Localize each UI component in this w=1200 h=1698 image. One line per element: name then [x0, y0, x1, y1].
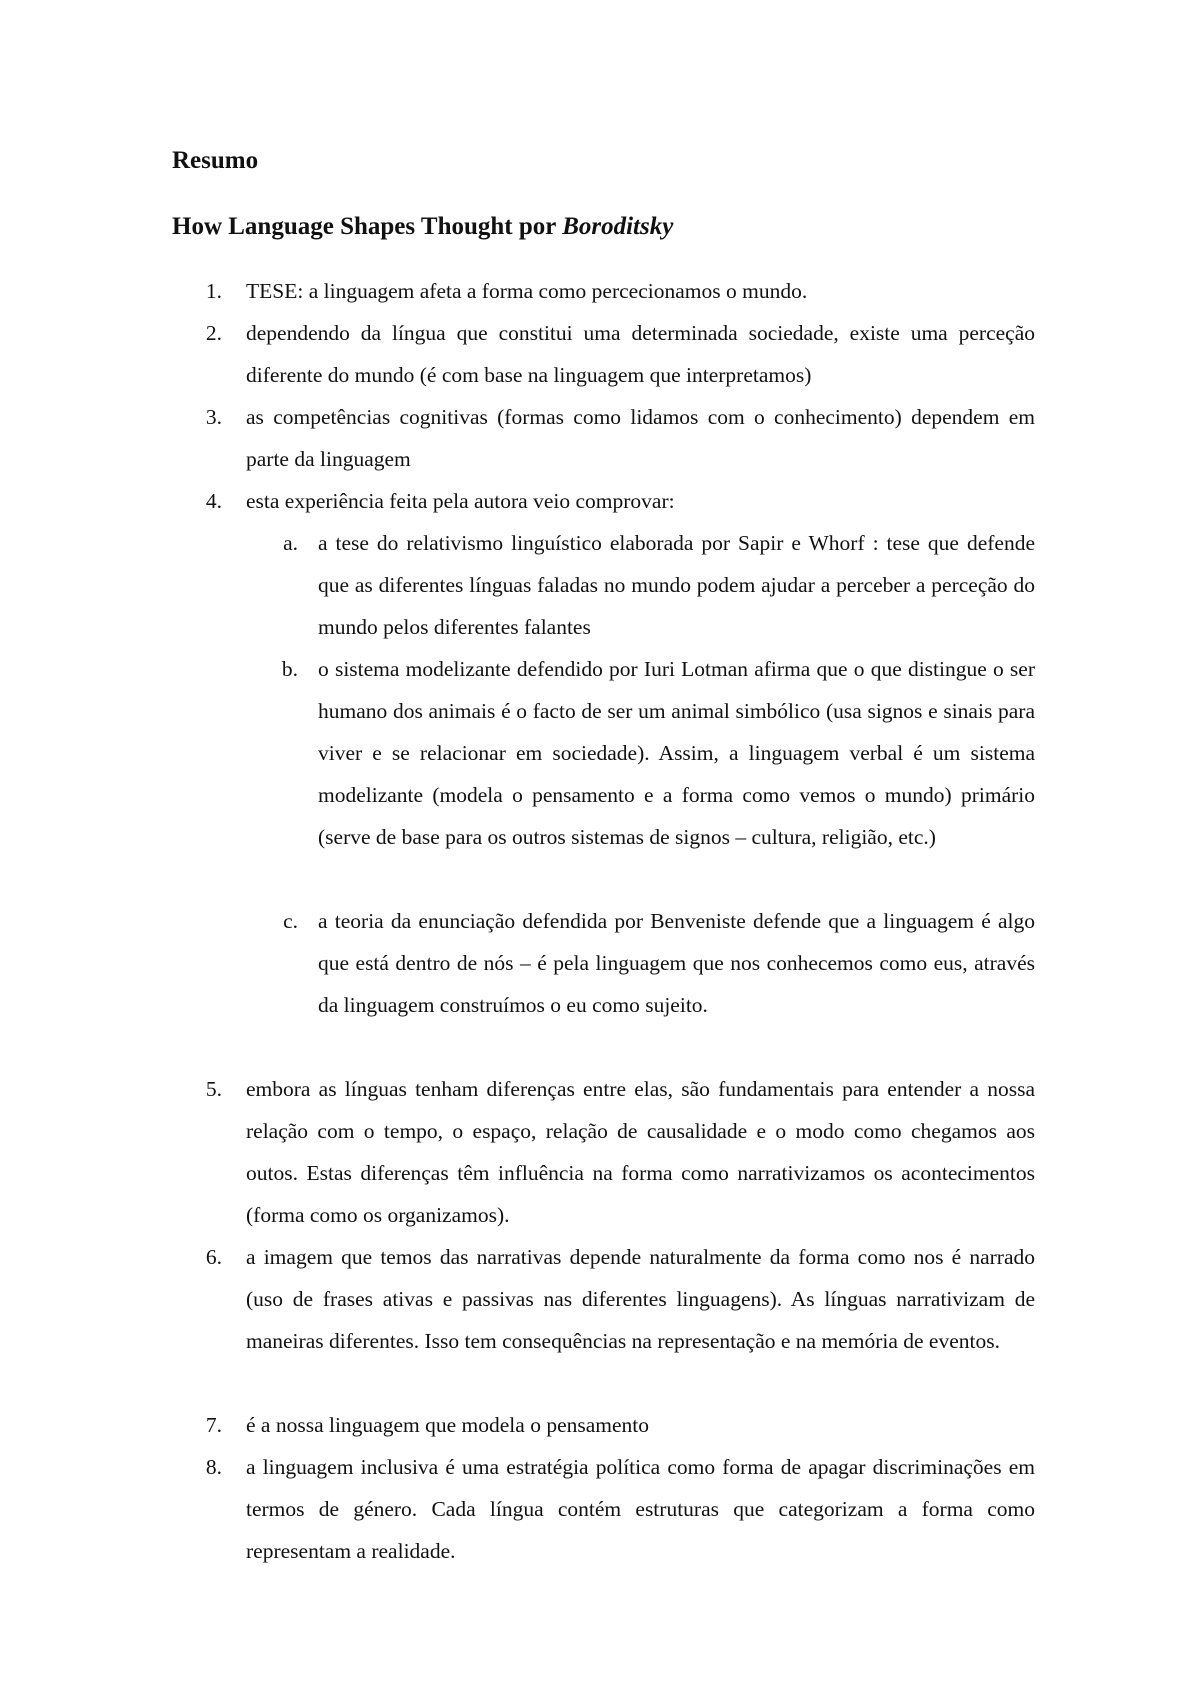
list-item — [205, 1404, 1035, 1446]
sub-list-item-text: o sistema modelizante defendido por Iuri Lotman afirma que o que distingue o ser humano dos animais é o facto de ser um animal simbólico (usa signos e sinais para viver e se relacionar em sociedade). Assim, a linguagem verbal é um sistema modelizante (modela o pensamento e a forma como vemos o mundo) primário (serve de base para os outros sistemas de signos – cultura, religião, etc.) — [318, 657, 1035, 849]
list-item-text: embora as línguas tenham diferenças entre elas, são fundamentais para entender a nossa relação com o tempo, o espaço, relação de causalidade e o modo como chegamos aos outos. Estas diferenças têm influência na forma como narrativizamos os acontecimentos (forma como os organizamos). — [246, 1077, 1035, 1227]
list-item-number: 1. — [205, 279, 222, 303]
list-item — [205, 312, 1035, 396]
list-item — [205, 1446, 1035, 1572]
sub-list-item-letter: c. — [283, 909, 298, 933]
sub-list-item-text: a teoria da enunciação defendida por Benveniste defende que a linguagem é algo que está dentro de nós – é pela linguagem que nos conhecemos como eus, através da linguagem construímos o eu como sujeito. — [318, 909, 1035, 1017]
list-item-text: esta experiência feita pela autora veio comprovar: — [246, 489, 675, 513]
list-item — [205, 480, 1035, 522]
list-item-number: 6. — [205, 1245, 222, 1269]
list-item-number: 4. — [205, 489, 222, 513]
list-item-number: 3. — [205, 405, 222, 429]
list-item-text: a linguagem inclusiva é uma estratégia política como forma de apagar discriminações em termos de género. Cada língua contém estruturas que categorizam a forma como representam a realidade. — [246, 1455, 1035, 1563]
sub-list-item-text: a tese do relativismo linguístico elaborada por Sapir e Whorf : tese que defende que as diferentes línguas faladas no mundo podem ajudar a perceber a perceção do mundo pelos diferentes falantes — [318, 531, 1035, 639]
sub-list-item — [283, 522, 1035, 648]
list-item-text: TESE: a linguagem afeta a forma como percecionamos o mundo. — [246, 279, 808, 303]
sub-list-item — [281, 648, 1035, 858]
list-item-number: 5. — [205, 1077, 222, 1101]
list-item-text: a imagem que temos das narrativas depende naturalmente da forma como nos é narrado (uso de frases ativas e passivas nas diferentes linguagens). As línguas narrativizam de maneiras diferentes. Isso tem consequências na representação e na memória de eventos. — [246, 1245, 1035, 1353]
document-title-author: Boroditsky — [562, 213, 674, 240]
list-item-text: dependendo da língua que constitui uma determinada sociedade, existe uma perceção diferente do mundo (é com base na linguagem que interpretamos) — [246, 321, 1035, 387]
list-item — [205, 1236, 1035, 1362]
sub-list-item — [283, 900, 1035, 1026]
list-item-text: as competências cognitivas (formas como lidamos com o conhecimento) dependem em parte da linguagem — [246, 405, 1035, 471]
list-item-number: 8. — [205, 1455, 222, 1479]
sub-list-item-letter: a. — [283, 531, 298, 555]
document-title — [172, 212, 673, 242]
list-item-text: é a nossa linguagem que modela o pensamento — [246, 1413, 650, 1437]
list-item-number: 2. — [205, 321, 222, 345]
document-title-main: How Language Shapes Thought por — [172, 213, 563, 240]
list-item — [205, 270, 1035, 312]
document-heading: Resumo — [172, 147, 259, 174]
sub-list-item-letter: b. — [281, 657, 298, 681]
list-item — [205, 1068, 1035, 1236]
list-item-number: 7. — [205, 1413, 222, 1437]
list-item — [205, 396, 1035, 480]
